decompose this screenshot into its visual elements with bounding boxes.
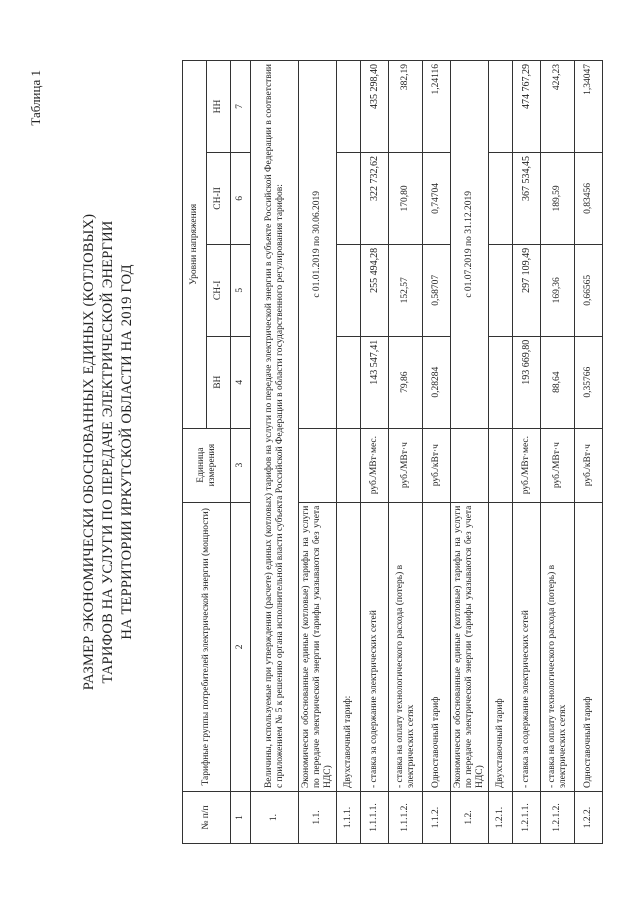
row-num: 1.2. (451, 792, 489, 844)
header-unit: Единица измерения (183, 428, 231, 502)
value-sn1: 297 109,49 (513, 244, 541, 336)
column-number-row (231, 61, 251, 844)
document-title (80, 52, 137, 852)
table-row (361, 61, 389, 844)
empty-cell (337, 61, 361, 153)
row-num: 1.1.1.1. (361, 792, 389, 844)
col-number: 5 (231, 244, 251, 336)
row-text: - ставка за содержание электрических сетей (513, 502, 541, 791)
value-sn2: 170,80 (389, 152, 423, 244)
col-number: 7 (231, 61, 251, 153)
table-row (541, 61, 575, 844)
row-text: Экономически обоснованные единые (котловые) тарифы на услуги по передаче электрической энергии (тарифы указываются без учета НДС) (451, 502, 489, 791)
row-num: 1.1.1. (337, 792, 361, 844)
row-unit: руб./МВт·мес. (361, 428, 389, 502)
value-sn2: 0,74704 (423, 152, 451, 244)
value-vn: 193 669,80 (513, 336, 541, 428)
row-text: Двухставочный тариф: (337, 502, 361, 791)
value-nn: 424,23 (541, 61, 575, 153)
table-row (389, 61, 423, 844)
row-unit: руб./МВт·мес. (513, 428, 541, 502)
row-num: 1.1.1.2. (389, 792, 423, 844)
value-sn1: 255 494,28 (361, 244, 389, 336)
header-sn1: СН-I (207, 244, 231, 336)
empty-cell (489, 336, 513, 428)
rotated-page (10, 52, 630, 852)
empty-cell (337, 244, 361, 336)
value-sn1: 169,36 (541, 244, 575, 336)
header-num: № п/п (183, 792, 231, 844)
header-sn2: СН-II (207, 152, 231, 244)
empty-cell (337, 428, 361, 502)
row-text: Двухставочный тариф (489, 502, 513, 791)
table-row (251, 61, 299, 844)
value-nn: 1,34047 (575, 61, 603, 153)
header-row (183, 61, 207, 844)
col-number: 3 (231, 428, 251, 502)
value-sn2: 189,59 (541, 152, 575, 244)
title-line: НА ТЕРРИТОРИИ ИРКУТСКОЙ ОБЛАСТИ НА 2019 ГОД (119, 264, 135, 640)
value-sn2: 322 732,62 (361, 152, 389, 244)
row-unit: руб./кВт·ч (575, 428, 603, 502)
table-row (451, 61, 489, 844)
header-nn: НН (207, 61, 231, 153)
value-sn1: 0,58707 (423, 244, 451, 336)
row-num: 1.1. (299, 792, 337, 844)
table-label: Таблица 1 (28, 70, 43, 126)
row-num: 1.2.1.1. (513, 792, 541, 844)
empty-cell (299, 428, 337, 502)
period-cell: с 01.01.2019 по 30.06.2019 (299, 61, 337, 429)
value-vn: 88,64 (541, 336, 575, 428)
value-nn: 1,24116 (423, 61, 451, 153)
table-row (489, 61, 513, 844)
value-sn1: 0,66565 (575, 244, 603, 336)
value-sn1: 152,57 (389, 244, 423, 336)
value-vn: 0,35766 (575, 336, 603, 428)
value-nn: 435 298,40 (361, 61, 389, 153)
value-vn: 79,86 (389, 336, 423, 428)
row-num: 1.2.2. (575, 792, 603, 844)
row-num: 1.2.1. (489, 792, 513, 844)
row-unit: руб./МВт·ч (389, 428, 423, 502)
row-text: - ставка за содержание электрических сетей (361, 502, 389, 791)
empty-cell (489, 152, 513, 244)
empty-cell (451, 428, 489, 502)
row-num: 1. (251, 792, 299, 844)
value-sn2: 367 534,45 (513, 152, 541, 244)
col-number: 6 (231, 152, 251, 244)
row-text: - ставка на оплату технологического расхода (потерь) в электрических сетях (541, 502, 575, 791)
empty-cell (337, 336, 361, 428)
row-unit: руб./МВт·ч (541, 428, 575, 502)
col-number: 4 (231, 336, 251, 428)
empty-cell (337, 152, 361, 244)
table-row (299, 61, 337, 844)
col-number: 2 (231, 502, 251, 791)
value-sn2: 0,83456 (575, 152, 603, 244)
header-levels: Уровни напряжения (183, 61, 207, 429)
header-group: Тарифные группы потребителей электрической энергии (мощности) (183, 502, 231, 791)
row-unit: руб./кВт·ч (423, 428, 451, 502)
table-row (423, 61, 451, 844)
row-text: Одноставочный тариф (575, 502, 603, 791)
period-cell: с 01.07.2019 по 31.12.2019 (451, 61, 489, 429)
value-nn: 474 767,29 (513, 61, 541, 153)
row-text: Величины, используемые при утверждении (расчете) единых (котловых) тарифов на услуги по передаче электрической энергии в субъекте Российской Федерации в соответствии с приложением № 5 к решению органа исполнительной власти субъекта Российской Федерации в области государственного регулирования тарифов: (251, 61, 299, 792)
value-vn: 0,28284 (423, 336, 451, 428)
row-text: - ставка на оплату технологического расхода (потерь) в электрических сетях (389, 502, 423, 791)
value-vn: 143 547,41 (361, 336, 389, 428)
row-num: 1.2.1.2. (541, 792, 575, 844)
title-line: РАЗМЕР ЭКОНОМИЧЕСКИ ОБОСНОВАННЫХ ЕДИНЫХ (КОТЛОВЫХ) (81, 213, 97, 691)
empty-cell (489, 61, 513, 153)
table-row (513, 61, 541, 844)
empty-cell (489, 244, 513, 336)
header-vn: ВН (207, 336, 231, 428)
row-num: 1.1.2. (423, 792, 451, 844)
table-row (575, 61, 603, 844)
tariff-table (182, 60, 603, 844)
col-number: 1 (231, 792, 251, 844)
row-text: Экономически обоснованные единые (котловые) тарифы на услуги по передаче электрической энергии (тарифы указываются без учета НДС) (299, 502, 337, 791)
row-text: Одноставочный тариф (423, 502, 451, 791)
table-row (337, 61, 361, 844)
empty-cell (489, 428, 513, 502)
value-nn: 382,19 (389, 61, 423, 153)
title-line: ТАРИФОВ НА УСЛУГИ ПО ПЕРЕДАЧЕ ЭЛЕКТРИЧЕСКОЙ ЭНЕРГИИ (100, 220, 116, 684)
